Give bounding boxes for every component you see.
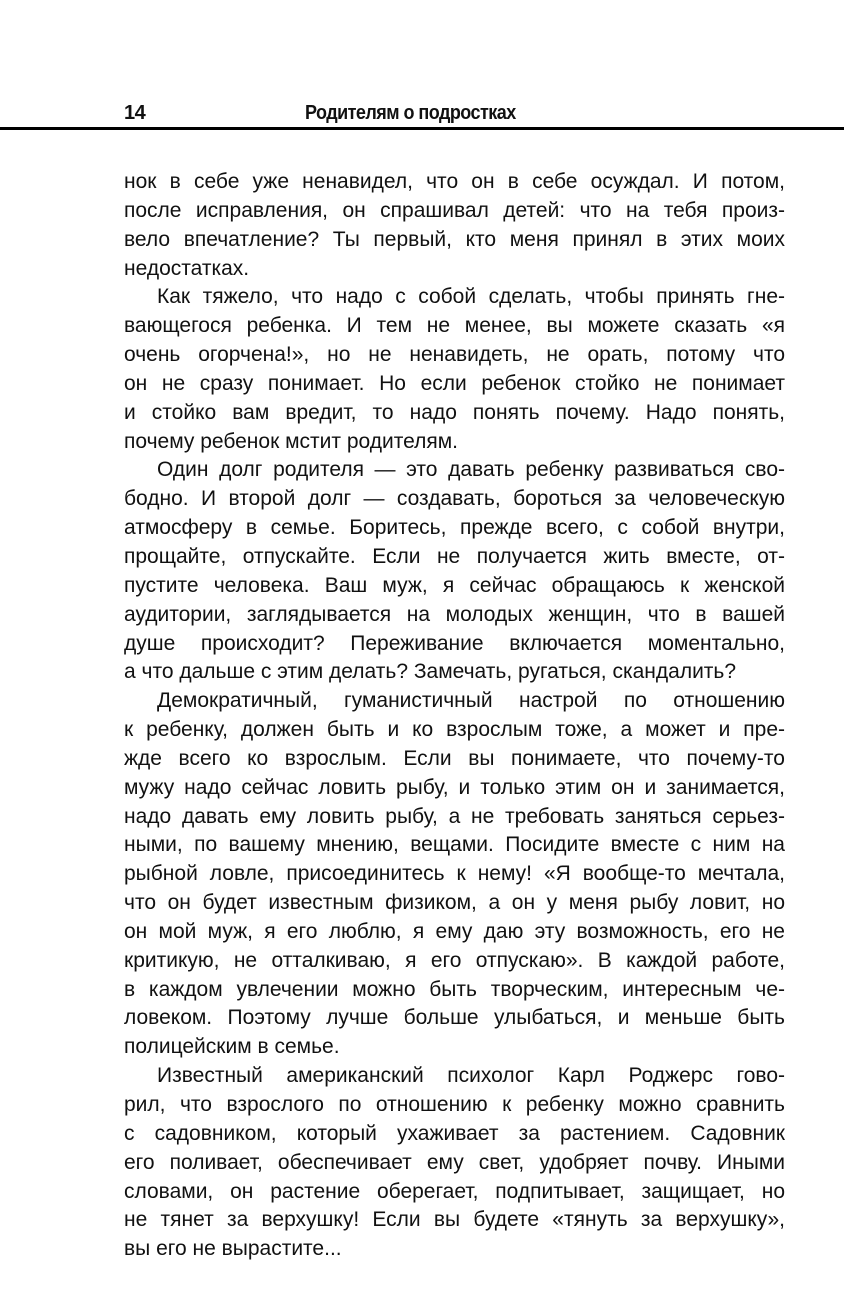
text-line: вело впечатление? Ты первый, кто меня принял в этих моих <box>124 227 785 251</box>
header-rule <box>0 127 844 130</box>
paragraph <box>124 1062 785 1264</box>
text-line: прощайте, отпускайте. Если не получается жить вместе, от- <box>124 544 785 568</box>
text-line: что он будет известным физиком, а он у меня рыбу ловит, но <box>124 891 785 915</box>
text-line: аудитории, заглядывается на молодых женщин, что в вашей <box>124 602 785 626</box>
text-line: очень огорчена!», но не ненавидеть, не орать, потому что <box>124 343 785 367</box>
text-line: Как тяжело, что надо с собой сделать, чтобы принять гне- <box>157 285 785 309</box>
text-line: ными, по вашему мнению, вещами. Посидите вместе с ним на <box>124 833 785 857</box>
text-line: с садовником, который ухаживает за растением. Садовник <box>124 1121 785 1145</box>
text-line: душе происходит? Переживание включается моментально, <box>124 631 785 655</box>
text-line: почему ребенок мстит родителям. <box>124 429 458 453</box>
text-line: Один долг родителя — это давать ребенку развиваться сво- <box>157 458 785 482</box>
text-line: в каждом увлечении можно быть творческим, интересным че- <box>124 977 785 1001</box>
text-line: он не сразу понимает. Но если ребенок стойко не понимает <box>124 371 785 395</box>
paragraph <box>124 687 785 1062</box>
text-line: вы его не вырастите... <box>124 1237 342 1261</box>
text-line: вающегося ребенка. И тем не менее, вы можете сказать «я <box>124 314 785 338</box>
paragraph <box>124 283 785 456</box>
running-title: Родителям о подростках <box>305 102 516 124</box>
text-line: надо давать ему ловить рыбу, а не требовать заняться серьез- <box>124 804 785 828</box>
paragraph <box>124 456 785 687</box>
text-line: и стойко вам вредит, то надо понять почему. Надо понять, <box>124 400 785 424</box>
text-line: его поливает, обеспечивает ему свет, удобряет почву. Иными <box>124 1150 785 1174</box>
text-line: ловеком. Поэтому лучше больше улыбаться, и меньше быть <box>124 1006 785 1030</box>
text-line: Демократичный, гуманистичный настрой по отношению <box>157 689 785 713</box>
text-line: после исправления, он спрашивал детей: что на тебя произ- <box>124 198 785 222</box>
text-line: нок в себе уже ненавидел, что он в себе осуждал. И потом, <box>124 170 785 193</box>
text-line: полицейским в семье. <box>124 1035 340 1059</box>
text-line: недостатках. <box>124 256 250 280</box>
text-line: Известный американский психолог Карл Роджерс гово- <box>157 1064 785 1088</box>
text-line: бодно. И второй долг — создавать, бороться за человеческую <box>124 487 785 511</box>
text-line: рил, что взрослого по отношению к ребенку можно сравнить <box>124 1093 785 1116</box>
page-number: 14 <box>124 102 146 124</box>
text-line: а что дальше с этим делать? Замечать, ругаться, скандалить? <box>124 660 737 684</box>
body-text <box>124 168 785 1264</box>
text-line: жде всего ко взрослым. Если вы понимаете, что почему-то <box>124 746 785 770</box>
paragraph <box>124 168 785 283</box>
text-line: не тянет за верхушку! Если вы будете «тянуть за верхушку», <box>124 1208 785 1232</box>
text-line: пустите человека. Ваш муж, я сейчас обращаюсь к женской <box>124 573 785 597</box>
text-line: атмосферу в семье. Боритесь, прежде всего, с собой внутри, <box>124 516 785 540</box>
text-line: к ребенку, должен быть и ко взрослым тоже, а может и пре- <box>124 718 785 742</box>
text-line: он мой муж, я его люблю, я ему даю эту возможность, его не <box>124 919 785 943</box>
text-line: словами, он растение оберегает, подпитывает, защищает, но <box>124 1179 785 1203</box>
text-line: мужу надо сейчас ловить рыбу, и только этим он и занимается, <box>124 775 785 799</box>
text-line: рыбной ловле, присоединитесь к нему! «Я вообще-то мечтала, <box>124 862 785 886</box>
running-header <box>0 100 844 130</box>
text-line: критикую, не отталкиваю, я его отпускаю». В каждой работе, <box>124 948 785 972</box>
